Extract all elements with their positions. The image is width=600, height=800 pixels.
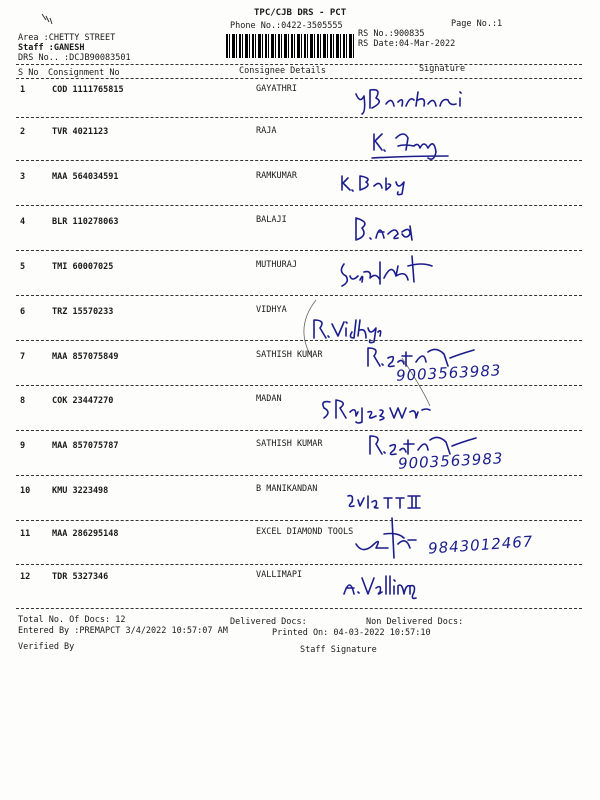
row-4-sno: 4	[20, 217, 26, 227]
row-6-consignee: VIDHYA	[256, 305, 287, 315]
row-4-consignee: BALAJI	[256, 215, 287, 225]
printed-on: Printed On: 04-03-2022 10:57:10	[272, 628, 431, 638]
row-8-consignment: COK 23447270	[52, 396, 114, 406]
area-label: Area :CHETTY STREET	[18, 33, 116, 43]
row-7-consignment: MAA 857075849	[52, 352, 119, 362]
verified-by: Verified By	[18, 642, 75, 652]
page-number: Page No.:1	[451, 19, 503, 29]
row-2-consignment: TVR 4021123	[52, 127, 109, 137]
column-header-rule	[16, 78, 582, 79]
row-separator	[16, 475, 582, 476]
column-header-consignment: Consignment No	[48, 68, 120, 78]
row-separator	[16, 250, 582, 251]
drs-number: DRS No.. :DCJB90083501	[18, 53, 131, 63]
row-1-signature	[352, 84, 512, 120]
report-title: TPC/CJB DRS - PCT	[254, 8, 347, 18]
row-2-consignee: RAJA	[256, 126, 277, 136]
row-2-signature	[368, 120, 478, 164]
row-5-sno: 5	[20, 262, 26, 272]
row-4-signature	[352, 212, 442, 246]
row-1-consignment: COD 1111765815	[52, 85, 124, 95]
row-7-consignee: SATHISH KUMAR	[256, 350, 323, 360]
row-separator	[16, 385, 582, 386]
row-9-consignment: MAA 857075787	[52, 441, 119, 451]
column-header-sno: S No	[18, 68, 39, 78]
pen-mark-icon	[40, 12, 60, 28]
row-separator	[16, 340, 582, 341]
row-12-sno: 12	[20, 572, 31, 582]
row-12-consignee: VALLIMAPI	[256, 570, 303, 580]
row-9-sno: 9	[20, 441, 26, 451]
row-1-sno: 1	[20, 85, 26, 95]
row-separator	[16, 295, 582, 296]
row-11-consignee: EXCEL DIAMOND TOOLS	[256, 527, 354, 537]
staff-label: Staff :GANESH	[18, 43, 85, 53]
row-separator	[16, 117, 582, 118]
barcode	[226, 34, 354, 58]
row-10-consignment: KMU 3223498	[52, 486, 109, 496]
row-separator	[16, 608, 582, 609]
row-separator	[16, 205, 582, 206]
rs-number: RS No.:900835	[358, 29, 425, 39]
entered-by: Entered By :PREMAPCT 3/4/2022 10:57:07 AM	[18, 626, 228, 636]
row-6-consignment: TRZ 15570233	[52, 307, 114, 317]
row-5-consignee: MUTHURAJ	[256, 260, 297, 270]
row-separator	[16, 520, 582, 521]
row-11-signature	[352, 514, 432, 564]
row-separator	[16, 564, 582, 565]
rs-date: RS Date:04-Mar-2022	[358, 39, 456, 49]
row-3-consignment: MAA 564034591	[52, 172, 119, 182]
row-10-sno: 10	[20, 486, 31, 496]
column-header-signature: Signature	[419, 64, 466, 74]
non-delivered-docs: Non Delivered Docs:	[366, 617, 464, 627]
row-7-phone-note: 9003563983	[395, 361, 502, 385]
row-10-consignee: B MANIKANDAN	[256, 484, 318, 494]
phone-number: Phone No.:0422-3505555	[230, 21, 343, 31]
row-10-signature	[344, 490, 434, 514]
row-4-consignment: BLR 110278063	[52, 217, 119, 227]
row-3-sno: 3	[20, 172, 26, 182]
row-11-consignment: MAA 286295148	[52, 529, 119, 539]
row-5-signature	[336, 242, 446, 292]
row-3-consignee: RAMKUMAR	[256, 171, 297, 181]
row-separator	[16, 430, 582, 431]
row-11-sno: 11	[20, 529, 31, 539]
row-11-phone-note: 9843012467	[427, 532, 534, 558]
row-8-signature	[318, 396, 458, 426]
staff-signature-label: Staff Signature	[300, 645, 377, 655]
row-9-phone-note: 9003563983	[397, 449, 504, 473]
row-7-sno: 7	[20, 352, 26, 362]
row-12-consignment: TDR 5327346	[52, 572, 109, 582]
row-9-consignee: SATHISH KUMAR	[256, 439, 323, 449]
total-docs: Total No. Of Docs: 12	[18, 615, 126, 625]
row-12-signature	[340, 572, 430, 602]
row-separator	[16, 160, 582, 161]
header-rule	[16, 64, 582, 65]
row-8-consignee: MADAN	[256, 394, 282, 404]
row-6-sno: 6	[20, 307, 26, 317]
column-header-consignee: Consignee Details	[239, 66, 326, 76]
delivered-docs: Delivered Docs:	[230, 617, 307, 627]
row-3-signature	[338, 168, 448, 198]
row-5-consignment: TMI 60007025	[52, 262, 114, 272]
row-1-consignee: GAYATHRI	[256, 84, 297, 94]
row-8-sno: 8	[20, 396, 26, 406]
row-2-sno: 2	[20, 127, 26, 137]
